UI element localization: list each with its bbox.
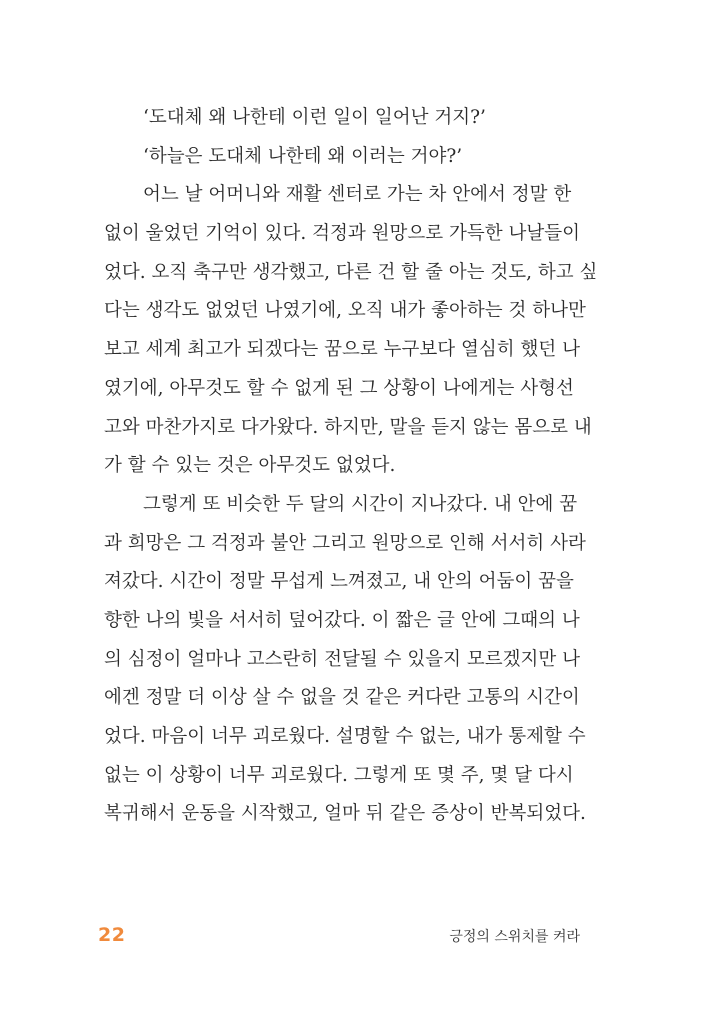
text-line: ‘하늘은 도대체 나한테 왜 이러는 거야?’ [143,145,463,167]
body-text [104,99,598,834]
page-number: 22 [98,924,126,946]
text-line: 과 희망은 그 걱정과 불안 그리고 원망으로 인해 서서히 사라 [104,532,586,554]
text-line: 고와 마찬가지로 다가왔다. 하지만, 말을 듣지 않는 몸으로 내 [104,416,592,438]
text-line: 의 심정이 얼마나 고스란히 전달될 수 있을지 모르겠지만 나 [104,648,580,670]
paragraph-two-months [104,486,586,834]
text-line: 었다. 마음이 너무 괴로웠다. 설명할 수 없는, 내가 통제할 수 [104,726,586,747]
text-line: 였기에, 아무것도 할 수 없게 된 그 상황이 나에게는 사형선 [104,377,574,399]
text-line: 복귀해서 운동을 시작했고, 얼마 뒤 같은 증상이 반복되었다. [104,803,586,825]
running-footer-book-title: 긍정의 스위치를 켜라 [449,929,580,945]
text-line: 보고 세계 최고가 되겠다는 꿈으로 누구보다 열심히 했던 나 [104,339,580,361]
text-line: 어느 날 어머니와 재활 센터로 가는 차 안에서 정말 한 [143,184,572,206]
text-line: ‘도대체 왜 나한테 이런 일이 일어난 거지?’ [143,107,486,128]
quote-paragraph-1 [104,99,560,138]
text-line: 그렇게 또 비슷한 두 달의 시간이 지나갔다. 내 안에 꿈 [143,493,578,515]
quote-paragraph-2 [104,138,560,177]
text-line: 었다. 오직 축구만 생각했고, 다른 건 할 줄 아는 것도, 하고 싶 [104,261,598,283]
paragraph-memory [104,176,598,486]
text-line: 향한 나의 빛을 서서히 덮어갔다. 이 짧은 글 안에 그때의 나 [104,609,580,631]
text-line: 가 할 수 있는 것은 아무것도 없었다. [104,455,396,477]
text-line: 없는 이 상황이 너무 괴로웠다. 그렇게 또 몇 주, 몇 달 다시 [104,764,574,786]
text-line: 에겐 정말 더 이상 살 수 없을 것 같은 커다란 고통의 시간이 [104,687,580,709]
text-line: 다는 생각도 없었던 나였기에, 오직 내가 좋아하는 것 하나만 [104,300,586,322]
text-line: 져갔다. 시간이 정말 무섭게 느껴졌고, 내 안의 어둠이 꿈을 [104,571,574,593]
text-line: 없이 울었던 기억이 있다. 걱정과 원망으로 가득한 나날들이 [104,223,580,245]
